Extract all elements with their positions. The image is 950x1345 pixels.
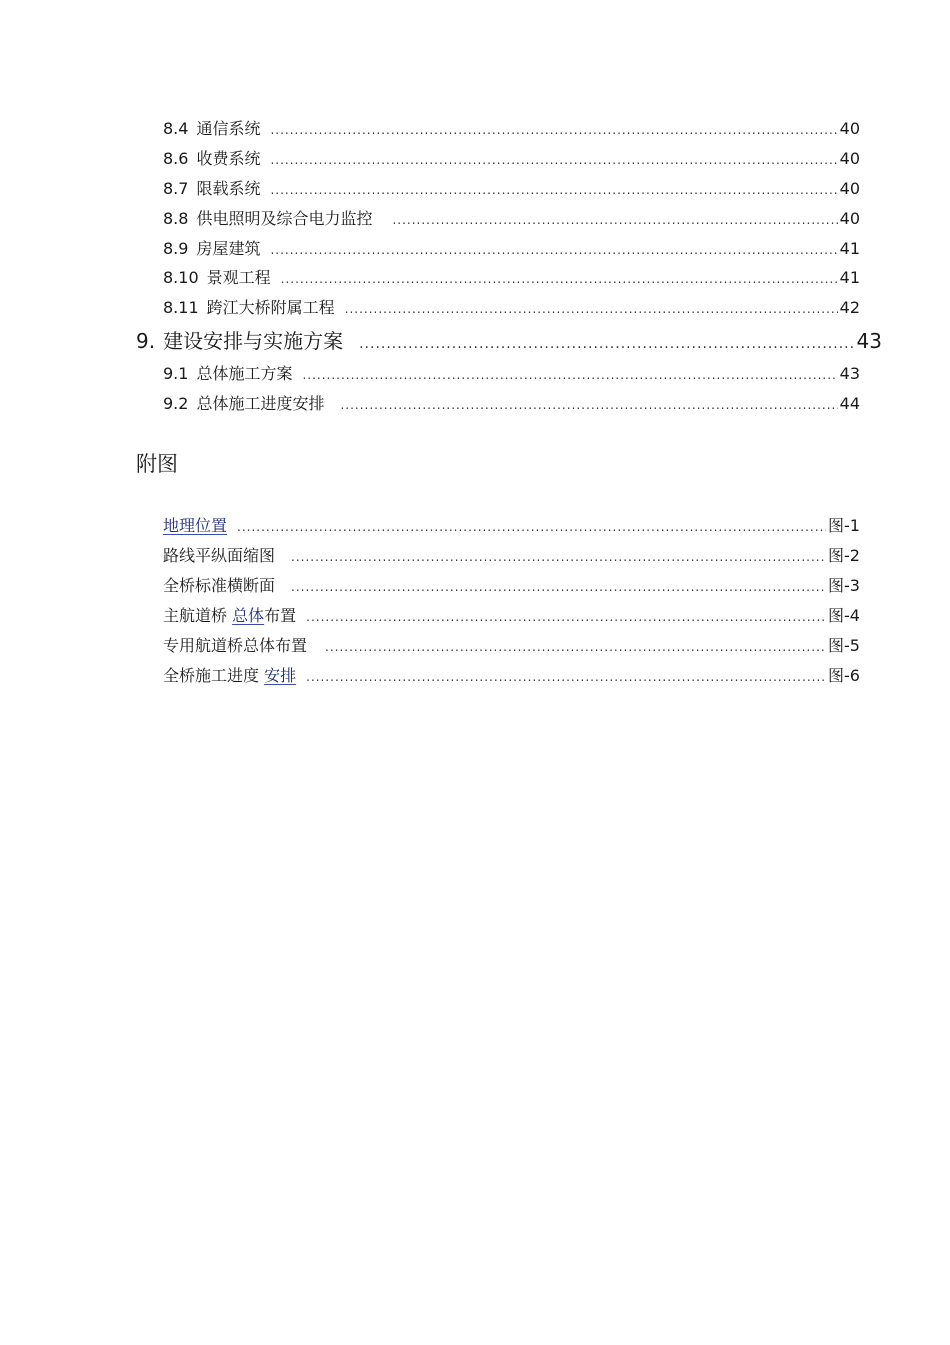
toc-entry-page: 40 [839,149,860,168]
toc-entry-8-4[interactable] [163,118,860,140]
appendix-item-title [163,665,296,687]
toc-entry-8-11[interactable] [163,297,860,319]
toc-entry-page: 43 [839,364,860,383]
leader-dots [340,394,837,416]
leader-dots [345,298,838,320]
toc-entry-title: 收费系统 [196,149,261,168]
toc-entry-number: 8.4 [163,119,189,138]
toc-entry-number: 8.7 [163,179,189,198]
appendix-item-title: 路线平纵面缩图 [163,546,276,565]
appendix-item-link[interactable]: 总体 [232,606,265,625]
toc-chapter-title: 建设安排与实施方案 [163,329,344,353]
toc-entry-page: 40 [839,119,860,138]
toc-entry-title: 通信系统 [196,119,261,138]
leader-dots [302,364,837,386]
toc-entry-title: 总体施工进度安排 [196,394,325,413]
appendix-item-text: 全桥施工进度 [163,666,265,685]
toc-entry-page: 40 [839,209,860,228]
toc-entry-number: 8.10 [163,268,199,287]
toc-entry-8-7[interactable] [163,178,860,200]
toc-entry-page: 42 [839,298,860,317]
appendix-item-3[interactable] [163,575,860,597]
toc-entry-number: 8.8 [163,209,189,228]
appendix-item-page: 图-3 [828,576,860,595]
toc-chapter-9[interactable] [136,327,882,355]
toc-chapter-number: 9. [136,329,156,353]
appendix-item-page: 图-6 [828,666,860,685]
appendix-item-title: 全桥标准横断面 [163,576,276,595]
toc-entry-title: 房屋建筑 [196,239,261,258]
leader-dots [306,666,826,688]
leader-dots [270,179,837,201]
toc-chapter-page: 43 [856,329,882,353]
toc-entry-page: 44 [839,394,860,413]
leader-dots [270,149,837,171]
toc-entry-9-1[interactable] [163,363,860,385]
appendix-item-5[interactable] [163,635,860,657]
toc-entry-page: 41 [839,239,860,258]
toc-entry-8-8[interactable] [163,208,860,230]
appendix-item-text: 布置 [264,606,297,625]
leader-dots [281,268,838,290]
toc-entry-9-2[interactable] [163,393,860,415]
appendix-item-4[interactable] [163,605,860,627]
appendix-item-title [163,605,296,627]
toc-entry-number: 8.11 [163,298,199,317]
toc-entry-number: 8.6 [163,149,189,168]
appendix-item-link[interactable]: 地理位置 [163,516,228,535]
appendix-item-link[interactable]: 安排 [264,666,297,685]
leader-dots [237,516,826,538]
appendix-item-page: 图-4 [828,606,860,625]
leader-dots [291,546,826,568]
appendix-item-1[interactable] [163,515,860,537]
toc-entry-8-10[interactable] [163,267,860,289]
toc-entry-8-6[interactable] [163,148,860,170]
leader-dots [306,606,826,628]
appendix-item-page: 图-1 [828,516,860,535]
toc-entry-title: 总体施工方案 [196,364,293,383]
toc-entry-title: 供电照明及综合电力监控 [196,209,373,228]
toc-entry-8-9[interactable] [163,238,860,260]
leader-dots [270,239,837,261]
toc-entry-number: 9.2 [163,394,189,413]
toc-entry-number: 9.1 [163,364,189,383]
leader-dots [270,119,837,141]
appendix-item-6[interactable] [163,665,860,687]
toc-entry-title: 限载系统 [196,179,261,198]
toc-entry-number: 8.9 [163,239,189,258]
appendix-item-2[interactable] [163,545,860,567]
appendix-item-page: 图-2 [828,546,860,565]
toc-entry-page: 40 [839,179,860,198]
leader-dots [392,209,837,231]
toc-entry-title: 景观工程 [206,268,271,287]
appendix-item-title [163,515,227,537]
appendix-heading: 附图 [136,452,178,476]
appendix-item-page: 图-5 [828,636,860,655]
leader-dots [359,330,854,358]
leader-dots [325,636,826,658]
appendix-item-title: 专用航道桥总体布置 [163,636,308,655]
toc-entry-page: 41 [839,268,860,287]
leader-dots [291,576,826,598]
toc-entry-title: 跨江大桥附属工程 [206,298,335,317]
appendix-item-text: 主航道桥 [163,606,233,625]
